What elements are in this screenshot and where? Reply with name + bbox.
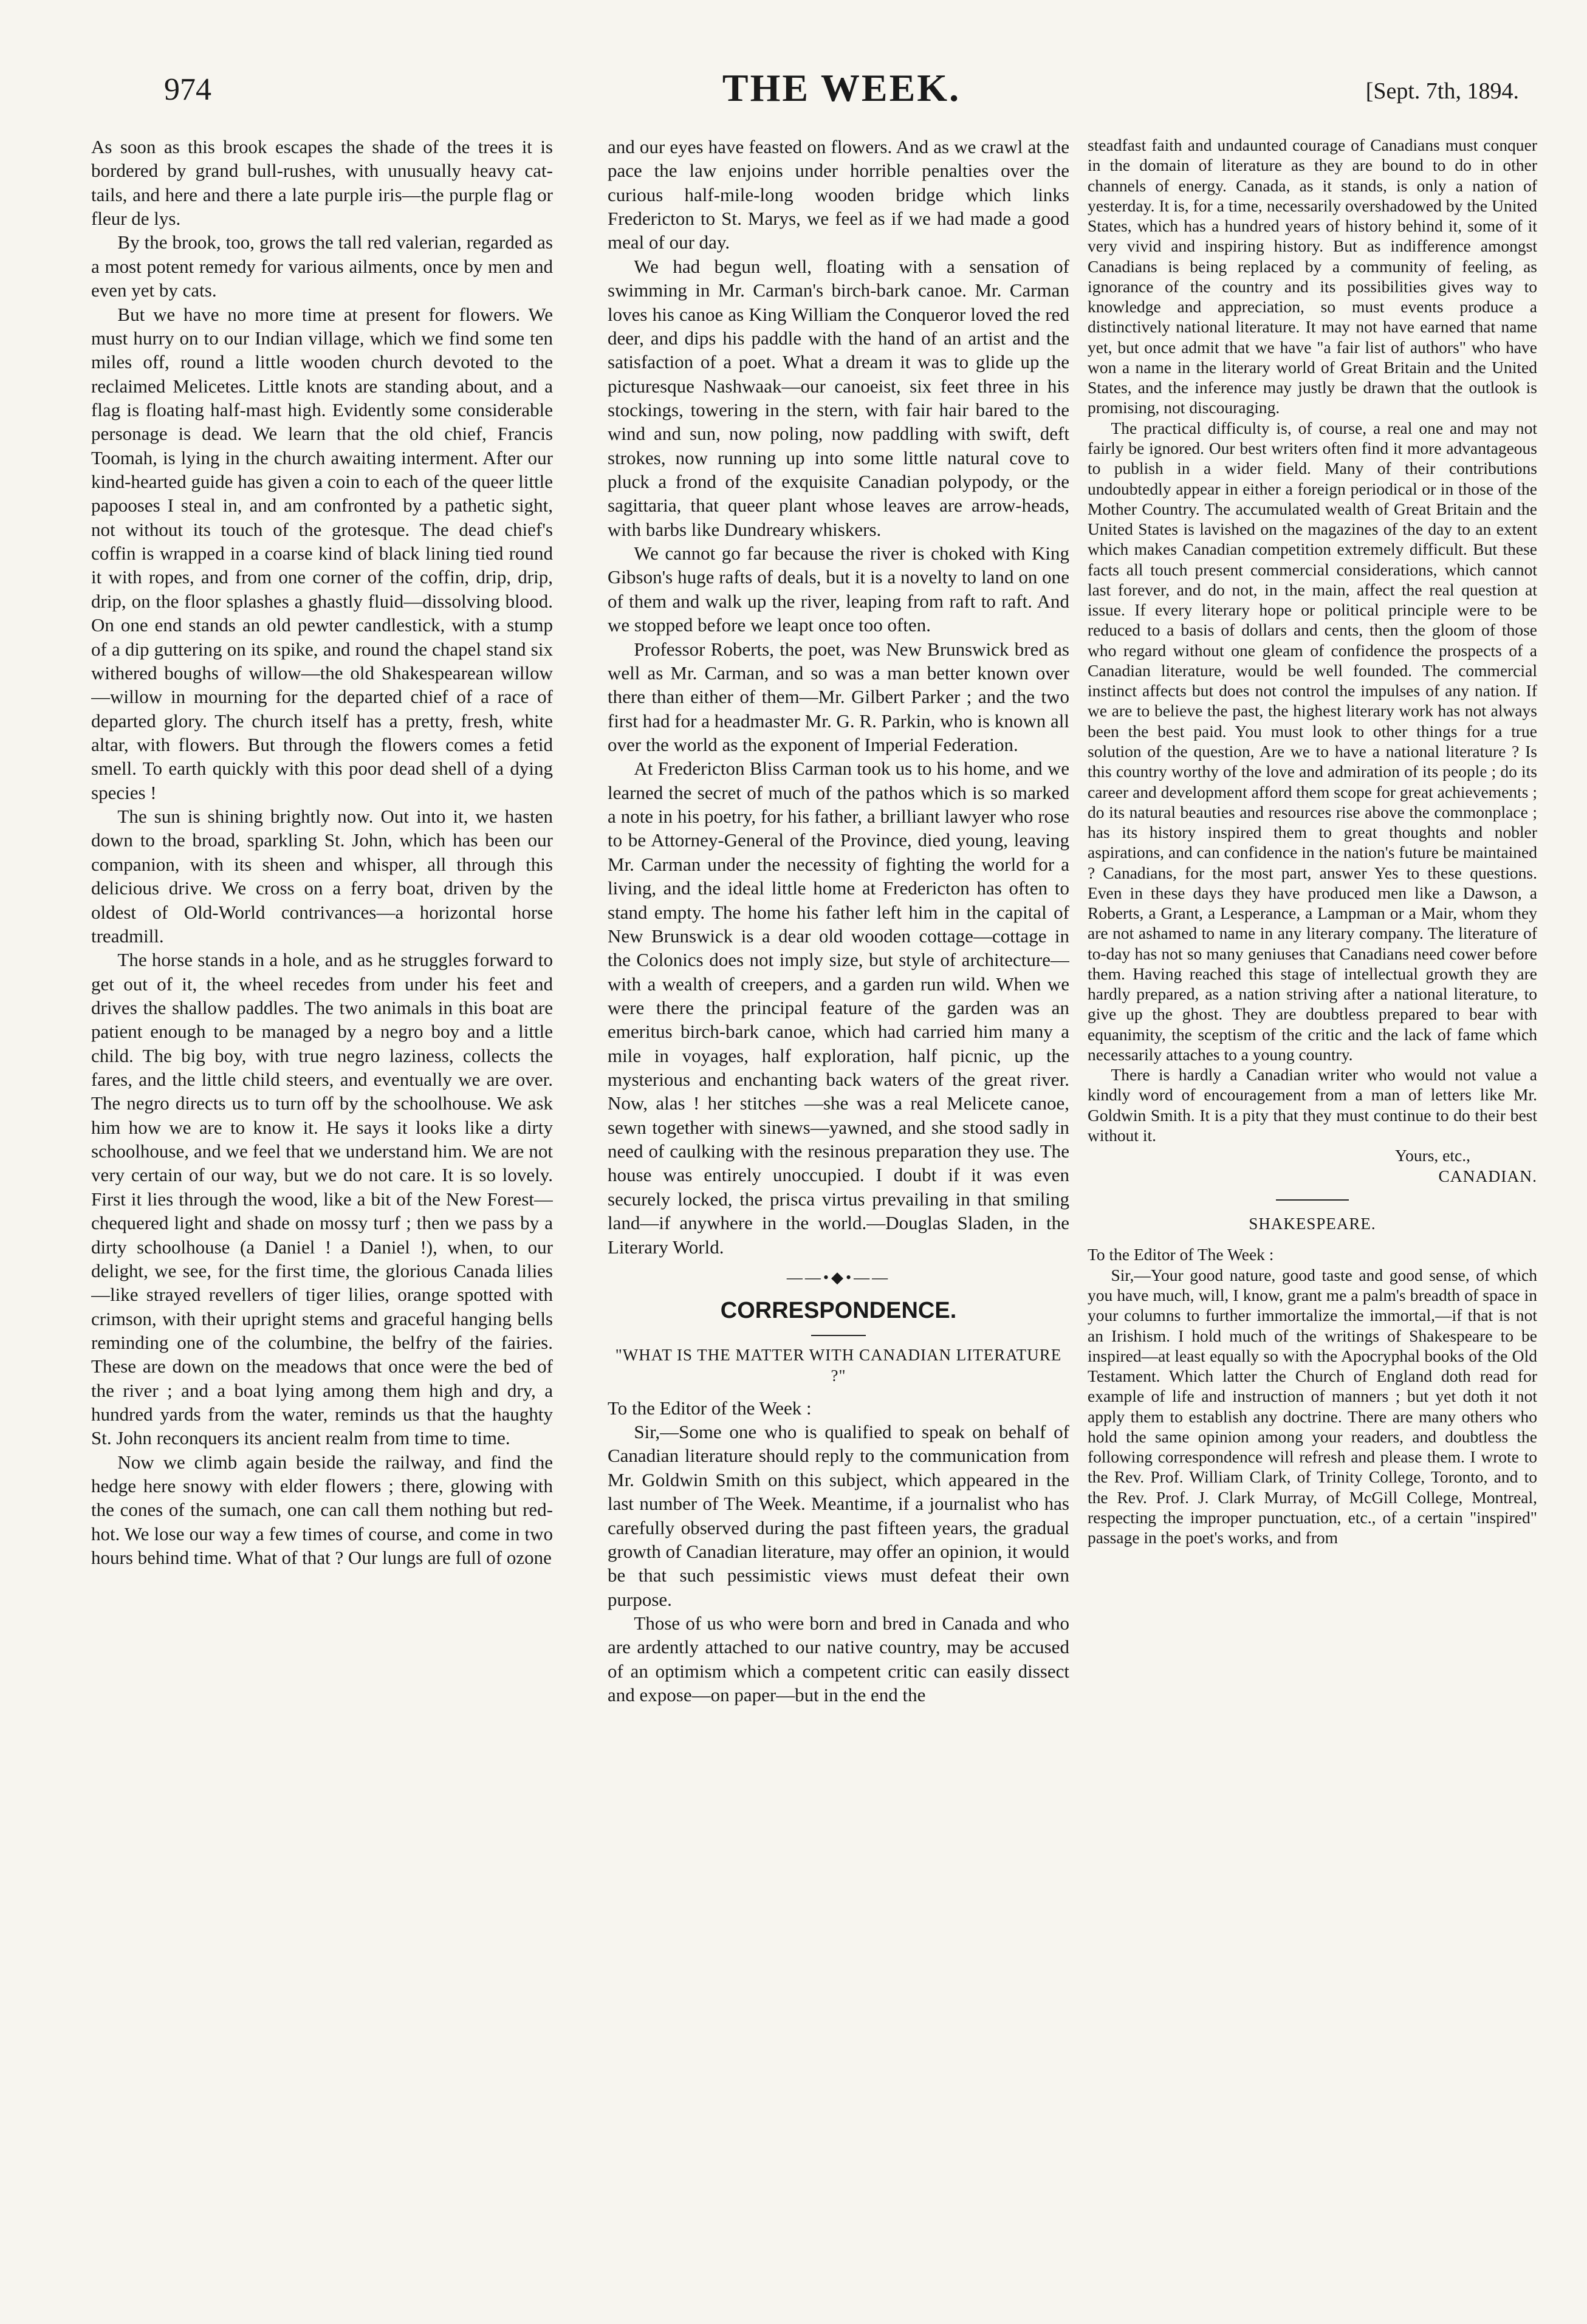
column-3 xyxy=(1088,135,1537,2274)
letter-title: "WHAT IS THE MATTER WITH CANADIAN LITERATURE ?" xyxy=(615,1346,1062,1385)
column-1 xyxy=(91,135,553,2274)
salutation: To the Editor of the Week : xyxy=(608,1397,812,1419)
paragraph: Now we climb again beside the railway, and find the hedge here snowy with elder flowers ; there, glowing with the cones of the sumach, one can call them nothing but red-hot. We lose our way a few times of course, and come in two hours behind time. What of that ? Our lungs are full of ozone xyxy=(91,1451,553,1569)
letter-heading xyxy=(608,1335,1069,1387)
paragraph: The horse stands in a hole, and as he struggles forward to get out of it, the wheel recedes from under his feet and drives the shallow paddles. The two animals in this boat are patient enough to be managed by a negro boy and a little child. The big boy, with true negro laziness, collects the fares, and the little child steers, and eventually we are over. The negro directs us to turn off by the schoolhouse. We ask him how we are to know it. He says it looks like a dirty schoolhouse, and we feel that we understand him. We are not very certain of our way, but we do not care. It is so lovely. First it lies through the wood, like a bit of the New Forest—chequered light and shade on mossy turf ; then we pass by a dirty schoolhouse (a Daniel ! a Daniel !), when, to our delight, we see, for the first time, the glorious Canada lilies—like strayed revellers of tiger lilies, orange spotted with crimson, with their upright stems and graceful hanging bells reminding one of the columbine, the belfry of the fairies. These are down on the meadows that once were the bed of the river ; and a boat lying among them high and dry, a hundred yards from the water, reminds us that the haughty St. John reconquers its ancient realm from time to time. xyxy=(91,949,553,1449)
heading-rule xyxy=(811,1335,866,1336)
paragraph: As soon as this brook escapes the shade of the trees it is bordered by grand bull-rushes, with unusually heavy cat-tails, and here and there a late purple iris—the purple flag or fleur de lys. xyxy=(91,136,553,230)
signoff-yours: Yours, etc., xyxy=(1394,1146,1470,1165)
page-header xyxy=(164,66,1519,120)
paragraph: Sir,—Some one who is qualified to speak on behalf of Canadian literature should reply to the communication from Mr. Goldwin Smith on this subject, which appeared in the last number of The Week. Meantime, if a journalist who has carefully observed during the past fifteen years, the gradual growth of Canadian literature, may offer an opinion, it would be that such pessimistic views must defeat their own purpose. xyxy=(608,1421,1069,1610)
section-divider xyxy=(1276,1199,1349,1201)
paragraph: Those of us who were born and bred in Canada and who are ardently attached to our native country, may be accused of an optimism which a competent critic can easily dissect and expose—on paper—but in the end the xyxy=(608,1612,1069,1706)
paragraph: We had begun well, floating with a sensation of swimming in Mr. Carman's birch-bark canoe. Mr. Carman loves his canoe as King William the Conqueror loved the red deer, and dips his paddle with the hand of an artist and the satisfaction of a poet. What a dream it was to glide up the picturesque Nashwaak—our canoeist, six feet three in his stockings, towering in the stern, with fair hair bared to the wind and sun, now poling, now paddling with swift, deft strokes, now running up into some little natural cove to pluck a frond of the exquisite Canadian polypody, or the sagittaria, that queer plant whose leaves are arrow-heads, with barbs like Dundreary whiskers. xyxy=(608,255,1069,540)
paragraph: The sun is shining brightly now. Out into it, we hasten down to the broad, sparkling St. John, which has been our companion, with its sheen and whisper, all through this delicious drive. We cross on a ferry boat, driven by the oldest of Old-World contrivances—a horizontal horse treadmill. xyxy=(91,806,553,947)
paragraph: But we have no more time at present for flowers. We must hurry on to our Indian village, which we find some ten miles off, round a little wooden church devoted to the reclaimed Melicetes. Little knots are standing about, and a flag is floating half-mast high. Evidently some considerable personage is dead. We learn that the old chief, Francis Toomah, is lying in the church awaiting interment. After our kind-hearted guide has given a coin to each of the queer little papooses I steal in, and am confronted by a pathetic sight, not without its touch of the grotesque. The dead chief's coffin is wrapped in a coarse kind of black lining tied round it with ropes, and from one corner of the coffin, drip, drip, drip, on the floor splashes a ghastly fluid—dissolving blood. On one end stands an old pewter candlestick, with a stump of a dip guttering on its spike, and round the chapel stand six withered boughs of willow—the old Shakespearean willow—willow in mourning for the departed chief of a race of departed glory. The church itself has a pretty, fresh, white altar, with flowers. But through the flowers comes a fetid smell. To earth quickly with this poor dead shell of a dying species ! xyxy=(91,303,553,803)
paragraph: Sir,—Your good nature, good taste and good sense, of which you have much, will, I know, grant me a palm's breadth of space in your columns to further immortalize the immortal,—if that is not an Irishism. I hold much of the writings of Shakespeare to be inspired—at least equally so with the Apocryphal books of the Old Testament. Which latter the Church of England doth read for example of life and instruction of manners ; but yet doth it not apply them to establish any doctrine. There are many others who hold the same opinion among your readers, and doubtless the following correspondence will refresh and please them. I wrote to the Rev. Prof. William Clark, of Trinity College, Toronto, and to the Rev. Prof. J. Clark Murray, of McGill College, Montreal, respecting the improper punctuation, etc., of a certain "inspired" passage in the poet's works, and from xyxy=(1088,1265,1537,1548)
paragraph: We cannot go far because the river is choked with King Gibson's huge rafts of deals, but it is a novelty to land on one of them and walk up the river, leaping from raft to raft. And we stopped before we leapt once too often. xyxy=(608,543,1069,636)
column-2 xyxy=(608,135,1069,2274)
salutation: To the Editor of The Week : xyxy=(1088,1245,1274,1264)
paragraph: Professor Roberts, the poet, was New Brunswick bred as well as Mr. Carman, and so was a man better known over there than either of them—Mr. Gilbert Parker ; and the two first had for a headmaster Mr. G. R. Parkin, who is known all over the world as the exponent of Imperial Federation. xyxy=(608,638,1069,755)
masthead-title: THE WEEK. xyxy=(722,66,961,109)
paragraph: At Fredericton Bliss Carman took us to his home, and we learned the secret of much of the pathos which is so marked a note in his poetry, for his father, a brilliant lawyer who rose to be Attorney-General of the Province, died young, leaving Mr. Carman under the necessity of fighting the world for a living, and the ideal little home at Fredericton has often to stand empty. The home his father left him in the capital of New Brunswick is a dear old wooden cottage—cottage in the Colonics does not imply size, but style of architecture—with a wealth of creepers, and a garden run wild. When we were there the principal feature of the garden was an emeritus birch-bark canoe, which had carried him many a mile in voyages, half exploration, half picnic, up the mysterious and enchanting back waters of the great river. Now, alas ! her stitches —she was a real Melicete canoe, sewn together with sinews—yawned, and she stood sadly in need of caulking with the resinous preparation they use. The house was entirely unoccupied. I doubt if it was even securely locked, the prisca virtus prevailing in that smiling land—if anywhere in the world.—Douglas Sladen, in the Literary World. xyxy=(608,758,1069,1258)
signoff-name: CANADIAN. xyxy=(1438,1166,1537,1185)
page-number: 974 xyxy=(164,72,211,107)
paragraph: The practical difficulty is, of course, a real one and may not fairly be ignored. Our best writers often find it more advantageous to publish in a wider field. Many of their contributions undoubtedly appear in either a foreign periodical or in those of the Mother Country. The accumulated wealth of Great Britain and the United States is lavished on the magazines of the day to an extent which makes Canadian competition extremely difficult. But these facts all touch present commercial considerations, which cannot last forever, and do not, in the main, affect the real question at issue. If every literary hope or political principle were to be reduced to a basis of dollars and cents, then the gloom of those who regard without one gleam of confidence the prospects of a Canadian literature, would be well founded. The commercial instinct affects but does not control the impulses of any nation. If we are to believe the past, the highest literary work has not always been the best paid. You must look to other things for a true solution of the question, Are we to have a national literature ? Is this country worthy of the love and admiration of its people ; do its career and development afford them scope for great achievements ; do its natural beauties and resources rise above the commonplace ; has its history inspired them to great thoughts and nobler aspirations, and can confidence in the nation's future be maintained ? Canadians, for the most part, answer Yes to these questions. Even in these days they have produced men like a Dawson, a Roberts, a Grant, a Lesperance, a Lampman or a Mair, whom they are not ashamed to name in any literary company. The literature of to-day has not so many geniuses that Canadians need cower before them. Having reached this stage of intellectual growth they are hardly prepared, as a nation striving after a national literature, to give up the ghost. They are doubtless prepared to bear with equanimity, the sceptism of the critic and the lack of fame which necessarily attaches to a young country. xyxy=(1088,418,1537,1064)
paragraph: By the brook, too, grows the tall red valerian, regarded as a most potent remedy for various ailments, once by men and even yet by cats. xyxy=(91,231,553,301)
issue-date: [Sept. 7th, 1894. xyxy=(1365,78,1519,104)
paragraph: and our eyes have feasted on flowers. And as we crawl at the pace the law enjoins under horrible penalties over the curious half-mile-long wooden bridge which links Fredericton to St. Marys, we feel as if we had made a good meal of our day. xyxy=(608,136,1069,253)
correspondence-heading: CORRESPONDENCE. xyxy=(720,1297,957,1323)
paragraph: steadfast faith and undaunted courage of Canadians must conquer in the domain of literature as they are bound to do in other channels of energy. Canada, as it stands, is only a nation of yesterday. It is, for a time, necessarily overshadowed by the United States, which has a hundred years of history behind it, some of it very vivid and inspiring history. But as indifference amongst Canadians is being replaced by a community of feeling, as ignorance of the country and its possibilities gives way to knowledge and appreciation, so must events produce a distinctively national literature. It may not have earned that name yet, but once admit that we have "a fair list of authors" who have won a name in the literary world of Great Britain and the United States, and the inference may justly be drawn that the outlook is promising, not discouraging. xyxy=(1088,135,1537,417)
shakespeare-heading: SHAKESPEARE. xyxy=(1249,1214,1376,1233)
section-ornament: ——•◆•—— xyxy=(786,1268,891,1286)
paragraph: There is hardly a Canadian writer who would not value a kindly word of encouragement from a man of letters like Mr. Goldwin Smith. It is a pity that they must continue to do their best without it. xyxy=(1088,1065,1537,1145)
